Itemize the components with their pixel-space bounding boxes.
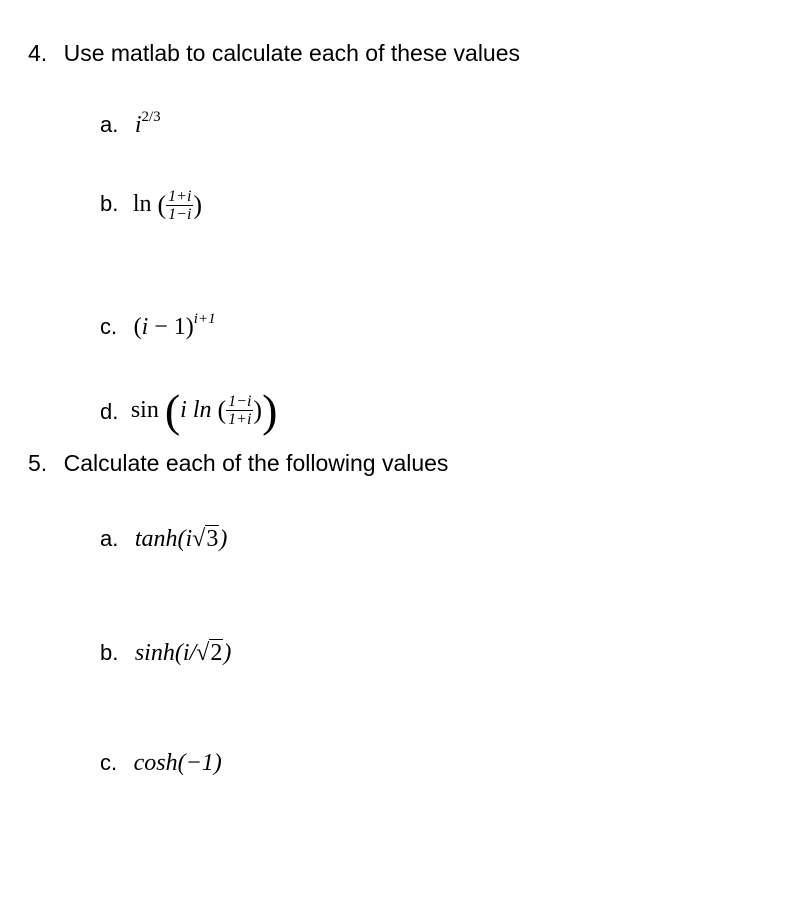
radical-sign-icon: √	[192, 526, 206, 552]
item-5a-radicand: 3	[206, 526, 219, 552]
question-5	[28, 450, 448, 477]
item-4d-numerator: 1−i	[228, 393, 252, 410]
item-5b-post: )	[223, 640, 232, 666]
item-5a-pre: tanh(i	[134, 526, 193, 552]
item-4a-label: a.	[100, 112, 119, 137]
radical-sign-icon: √	[196, 640, 210, 666]
item-4d-close-paren: )	[253, 395, 263, 425]
item-4b-numerator: 1+i	[168, 188, 192, 205]
item-5a-sqrt	[192, 526, 219, 553]
question-4-title: Use matlab to calculate each of these values	[63, 40, 521, 66]
item-4d-open-big-paren: (	[164, 385, 181, 436]
item-5a-post: )	[219, 526, 228, 552]
item-5c-expression: cosh(−1)	[133, 750, 222, 776]
question-4-number: 4.	[28, 40, 48, 66]
item-4c	[100, 311, 216, 341]
item-5a	[100, 526, 227, 553]
item-4d-close-big-paren: )	[262, 385, 278, 436]
item-4c-expression	[133, 311, 216, 340]
item-4d-var: i	[180, 397, 187, 423]
item-4c-var: i	[141, 314, 149, 340]
item-5c	[100, 750, 222, 777]
item-4a-exponent: 2/3	[141, 109, 161, 125]
item-4b-func: ln	[132, 191, 152, 218]
item-5b-expression	[135, 640, 232, 666]
item-4b-open-paren: (	[157, 190, 167, 220]
item-4a-base: i	[134, 112, 142, 138]
item-4d-func: sin	[130, 397, 159, 423]
item-4c-pre: (	[133, 314, 142, 340]
item-5a-expression	[135, 526, 228, 552]
item-4d-open-paren: (	[217, 395, 227, 425]
item-4b-label: b.	[100, 191, 119, 217]
item-4d-fraction	[226, 393, 253, 428]
item-4a-expression	[134, 109, 161, 138]
item-4a	[100, 109, 161, 139]
item-4d-denominator: 1+i	[228, 411, 252, 428]
item-4c-exponent: i+1	[193, 311, 216, 327]
item-4c-rest: − 1)	[148, 314, 194, 340]
item-4d	[100, 384, 277, 437]
item-4b-close-paren: )	[193, 190, 203, 220]
item-4d-inner-func: ln	[192, 397, 212, 423]
item-5c-label: c.	[100, 750, 118, 775]
item-4b	[100, 188, 202, 223]
item-5b-radicand: 2	[210, 640, 223, 666]
item-4b-denominator: 1−i	[168, 206, 192, 223]
item-5b-label: b.	[100, 640, 119, 665]
item-5b-sqrt	[196, 640, 223, 667]
item-4d-expression	[130, 385, 278, 436]
item-4b-fraction	[166, 188, 193, 223]
question-4	[28, 40, 520, 67]
item-5a-label: a.	[100, 526, 119, 551]
item-4d-label: d.	[100, 398, 119, 424]
item-5b	[100, 640, 231, 667]
item-4c-label: c.	[100, 314, 118, 339]
question-5-title: Calculate each of the following values	[63, 450, 449, 476]
question-5-number: 5.	[28, 450, 48, 476]
item-5b-pre: sinh(i/	[134, 640, 197, 666]
item-4b-expression	[132, 188, 203, 223]
